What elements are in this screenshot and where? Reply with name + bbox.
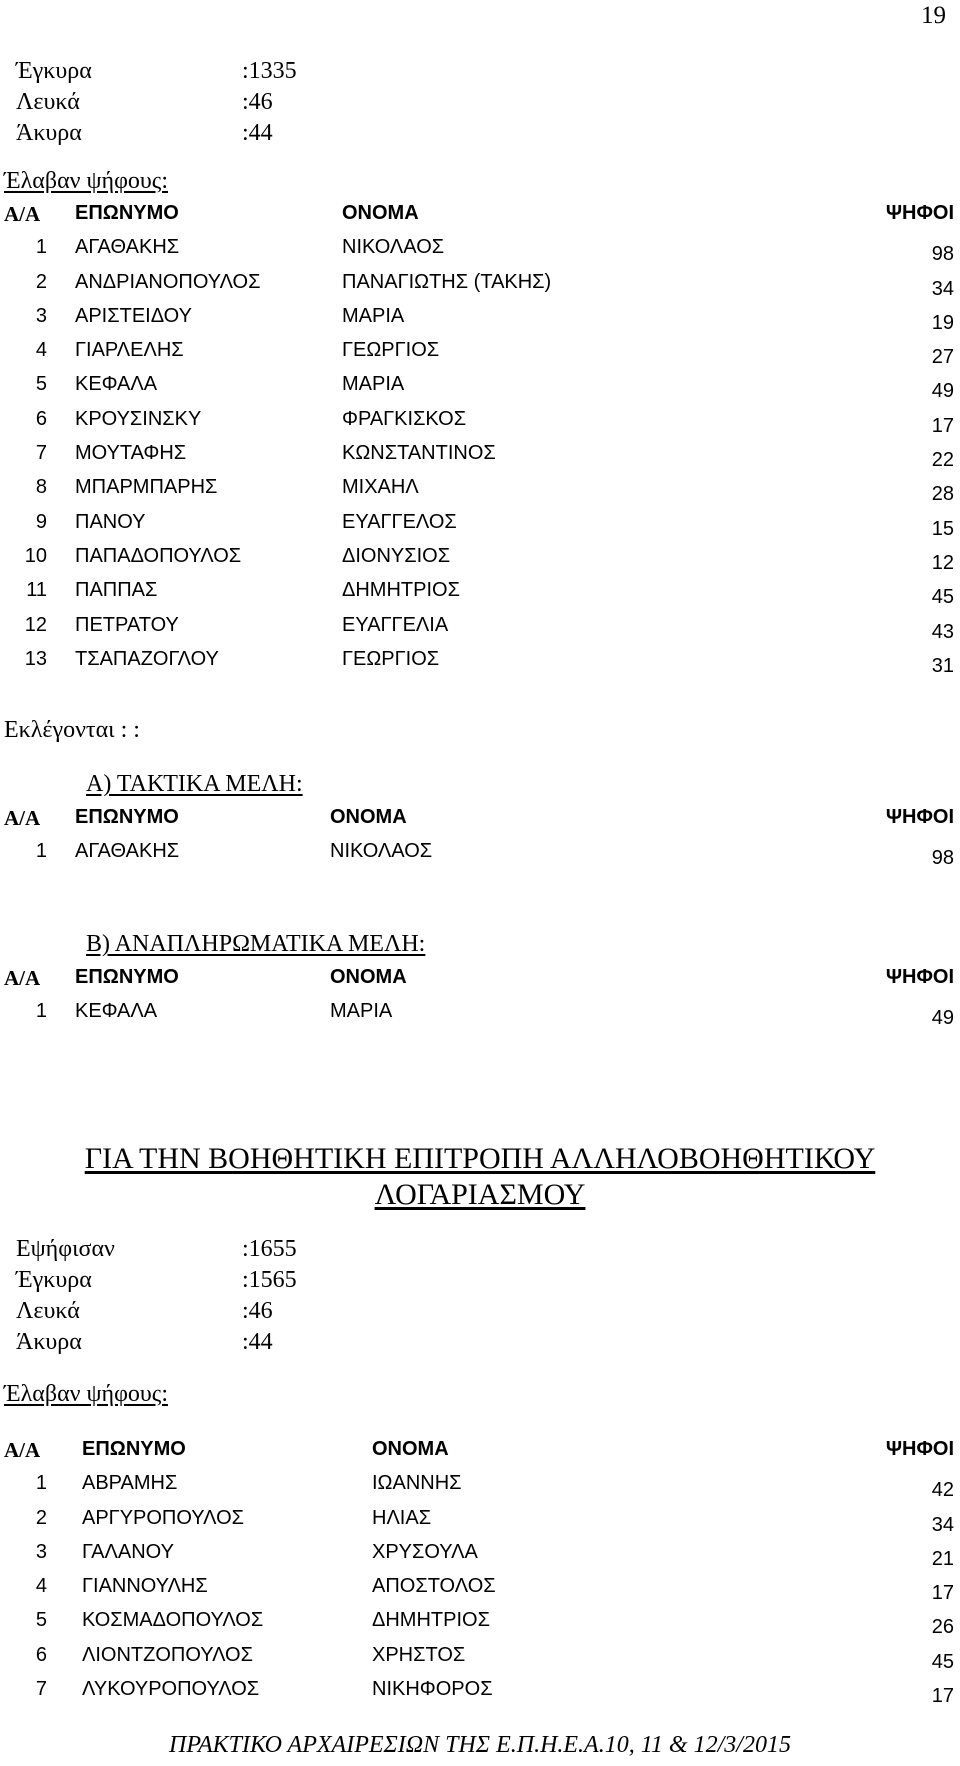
- regular-members-title: Α) ΤΑΚΤΙΚΑ ΜΕΛΗ:: [86, 771, 303, 797]
- table-row: [0, 236, 960, 270]
- header-votes: ΨΗΦΟΙ: [885, 202, 954, 224]
- cell-surname: ΛΥΚΟΥΡΟΠΟΥΛΟΣ: [82, 1678, 260, 1701]
- cell-aa: 5: [35, 1609, 47, 1632]
- header-aa: Α/Α: [4, 1438, 41, 1462]
- cell-name: ΔΗΜΗΤΡΙΟΣ: [372, 1609, 490, 1632]
- cell-surname: ΜΠΑΡΜΠΑΡΗΣ: [75, 476, 218, 499]
- cell-surname: ΤΣΑΠΑΖΟΓΛΟΥ: [75, 647, 219, 670]
- stat-value: :46: [242, 89, 273, 115]
- table-row: [0, 1609, 960, 1643]
- header-votes: ΨΗΦΟΙ: [885, 966, 954, 988]
- stat-label: Άκυρα: [16, 1329, 82, 1355]
- substitute-members-table: [0, 966, 960, 1035]
- table-row: [0, 373, 960, 407]
- table-row: [0, 339, 960, 373]
- cell-votes: 45: [931, 1650, 954, 1673]
- cell-votes: 28: [931, 483, 954, 506]
- cell-aa: 4: [35, 1575, 47, 1598]
- cell-votes: 31: [931, 654, 954, 677]
- candidate-rows: [0, 1472, 960, 1712]
- cell-name: ΓΕΩΡΓΙΟΣ: [342, 339, 440, 362]
- committee-heading-line1: ΓΙΑ ΤΗΝ ΒΟΗΘΗΤΙΚΗ ΕΠΙΤΡΟΠΗ ΑΛΛΗΛΟΒΟΗΘΗΤΙΚΟΥ: [84, 1142, 876, 1175]
- table-row: [0, 1472, 960, 1506]
- cell-votes: 34: [931, 1513, 954, 1536]
- header-surname: ΕΠΩΝΥΜΟ: [82, 1438, 186, 1460]
- election2-candidates-table: [0, 1438, 960, 1712]
- stat-row: [0, 89, 960, 120]
- stat-label: Άκυρα: [16, 120, 82, 146]
- cell-aa: 2: [35, 1506, 47, 1529]
- stat-row: [0, 120, 960, 151]
- cell-surname: ΚΕΦΑΛΑ: [75, 1000, 158, 1023]
- stat-row: [0, 58, 960, 89]
- substitute-members-title: Β) ΑΝΑΠΛΗΡΩΜΑΤΙΚΑ ΜΕΛΗ:: [86, 931, 426, 957]
- stat-row: [0, 1236, 960, 1267]
- cell-name: ΑΠΟΣΤΟΛΟΣ: [372, 1575, 496, 1598]
- stat-value: :44: [242, 1329, 273, 1355]
- table-row: [0, 442, 960, 476]
- stat-label: Λευκά: [16, 1298, 80, 1324]
- cell-votes: 21: [931, 1547, 954, 1570]
- cell-name: ΚΩΝΣΤΑΝΤΙΝΟΣ: [342, 442, 496, 465]
- table-header: [0, 966, 960, 1000]
- table-row: [0, 305, 960, 339]
- cell-surname: ΠΑΠΠΑΣ: [75, 579, 158, 602]
- cell-name: ΜΑΡΙΑ: [330, 1000, 393, 1023]
- table-row: [0, 545, 960, 579]
- cell-votes: 98: [931, 243, 954, 266]
- cell-surname: ΓΙΑΝΝΟΥΛΗΣ: [82, 1575, 208, 1598]
- cell-aa: 1: [35, 1000, 47, 1023]
- cell-aa: 7: [35, 442, 47, 465]
- cell-aa: 10: [24, 544, 47, 567]
- header-aa: Α/Α: [4, 966, 41, 990]
- elected-label: Εκλέγονται : :: [4, 717, 140, 743]
- cell-votes: 22: [931, 449, 954, 472]
- cell-name: ΕΥΑΓΓΕΛΙΑ: [342, 613, 449, 636]
- cell-name: ΙΩΑΝΝΗΣ: [372, 1472, 462, 1495]
- stat-value: :1655: [242, 1236, 297, 1262]
- table-row: [0, 579, 960, 613]
- table-row: [0, 1678, 960, 1712]
- table-row: [0, 614, 960, 648]
- table-header: [0, 202, 960, 236]
- candidate-rows: [0, 236, 960, 682]
- stat-row: [0, 1329, 960, 1360]
- cell-name: ΧΡΥΣΟΥΛΑ: [372, 1540, 478, 1563]
- cell-name: ΗΛΙΑΣ: [372, 1506, 432, 1529]
- table-row: [0, 1644, 960, 1678]
- stat-label: Έγκυρα: [16, 1267, 92, 1293]
- cell-votes: 42: [931, 1479, 954, 1502]
- table-row: [0, 408, 960, 442]
- table-row: [0, 1507, 960, 1541]
- table-row: [0, 271, 960, 305]
- cell-votes: 12: [931, 551, 954, 574]
- cell-votes: 49: [931, 380, 954, 403]
- cell-aa: 1: [35, 236, 47, 259]
- table-row: [0, 511, 960, 545]
- cell-aa: 9: [35, 510, 47, 533]
- cell-votes: 17: [931, 1685, 954, 1708]
- cell-aa: 6: [35, 407, 47, 430]
- stat-row: [0, 1267, 960, 1298]
- regular-members-table: [0, 806, 960, 875]
- election2-stats: [0, 1236, 960, 1360]
- stat-row: [0, 1298, 960, 1329]
- cell-votes: 49: [931, 1007, 954, 1030]
- cell-aa: 8: [35, 476, 47, 499]
- header-surname: ΕΠΩΝΥΜΟ: [75, 806, 179, 828]
- cell-votes: 17: [931, 1582, 954, 1605]
- cell-aa: 1: [35, 1472, 47, 1495]
- cell-votes: 43: [931, 620, 954, 643]
- stat-label: Λευκά: [16, 89, 80, 115]
- header-surname: ΕΠΩΝΥΜΟ: [75, 966, 179, 988]
- cell-aa: 3: [35, 1540, 47, 1563]
- cell-surname: ΛΙΟΝΤΖΟΠΟΥΛΟΣ: [82, 1643, 253, 1666]
- cell-aa: 7: [35, 1678, 47, 1701]
- cell-surname: ΚΕΦΑΛΑ: [75, 373, 158, 396]
- cell-name: ΜΑΡΙΑ: [342, 304, 405, 327]
- cell-votes: 26: [931, 1616, 954, 1639]
- cell-aa: 1: [35, 840, 47, 863]
- header-name: ΟΝΟΜΑ: [330, 806, 407, 828]
- cell-votes: 17: [931, 414, 954, 437]
- cell-surname: ΑΝΔΡΙΑΝΟΠΟΥΛΟΣ: [75, 270, 261, 293]
- cell-surname: ΓΑΛΑΝΟΥ: [82, 1540, 174, 1563]
- table-row: [0, 476, 960, 510]
- table-row: [0, 1000, 960, 1034]
- stat-value: :1565: [242, 1267, 297, 1293]
- cell-aa: 3: [35, 304, 47, 327]
- cell-aa: 12: [24, 613, 47, 636]
- stat-value: :1335: [242, 58, 297, 84]
- table-header: [0, 1438, 960, 1472]
- header-votes: ΨΗΦΟΙ: [885, 806, 954, 828]
- header-aa: Α/Α: [4, 202, 41, 226]
- cell-surname: ΑΓΑΘΑΚΗΣ: [75, 236, 180, 259]
- page-number: 19: [921, 2, 946, 29]
- received-votes-label: Έλαβαν ψήφους:: [4, 168, 168, 194]
- cell-name: ΝΙΚΟΛΑΟΣ: [330, 840, 433, 863]
- cell-surname: ΑΒΡΑΜΗΣ: [82, 1472, 178, 1495]
- header-surname: ΕΠΩΝΥΜΟ: [75, 202, 179, 224]
- cell-name: ΝΙΚΗΦΟΡΟΣ: [372, 1678, 493, 1701]
- stat-value: :46: [242, 1298, 273, 1324]
- cell-name: ΔΙΟΝΥΣΙΟΣ: [342, 544, 451, 567]
- cell-surname: ΠΑΠΑΔΟΠΟΥΛΟΣ: [75, 544, 242, 567]
- received-votes-label-2: Έλαβαν ψήφους:: [4, 1381, 168, 1407]
- committee-heading: [0, 1141, 960, 1213]
- cell-aa: 5: [35, 373, 47, 396]
- cell-surname: ΑΡΙΣΤΕΙΔΟΥ: [75, 304, 192, 327]
- cell-aa: 6: [35, 1643, 47, 1666]
- cell-name: ΓΕΩΡΓΙΟΣ: [342, 647, 440, 670]
- table-row: [0, 1541, 960, 1575]
- table-row: [0, 840, 960, 874]
- cell-surname: ΠΕΤΡΑΤΟΥ: [75, 613, 179, 636]
- election1-candidates-table: [0, 202, 960, 682]
- cell-votes: 15: [931, 517, 954, 540]
- table-row: [0, 1575, 960, 1609]
- table-row: [0, 648, 960, 682]
- cell-name: ΜΙΧΑΗΛ: [342, 476, 419, 499]
- cell-surname: ΚΟΣΜΑΔΟΠΟΥΛΟΣ: [82, 1609, 264, 1632]
- document-footer: ΠΡΑΚΤΙΚΟ ΑΡΧΑΙΡΕΣΙΩΝ ΤΗΣ Ε.Π.Η.Ε.Α.10, 11 & 12/3/2015: [169, 1732, 791, 1758]
- election1-stats: [0, 58, 960, 151]
- cell-votes: 45: [931, 586, 954, 609]
- table-header: [0, 806, 960, 840]
- cell-surname: ΑΓΑΘΑΚΗΣ: [75, 840, 180, 863]
- cell-aa: 11: [26, 579, 47, 602]
- cell-votes: 27: [931, 346, 954, 369]
- stat-label: Εψήφισαν: [16, 1236, 115, 1262]
- cell-surname: ΓΙΑΡΛΕΛΗΣ: [75, 339, 184, 362]
- cell-votes: 98: [931, 847, 954, 870]
- stat-label: Έγκυρα: [16, 58, 92, 84]
- header-aa: Α/Α: [4, 806, 41, 830]
- stat-value: :44: [242, 120, 273, 146]
- cell-name: ΦΡΑΓΚΙΣΚΟΣ: [342, 407, 467, 430]
- cell-votes: 34: [931, 277, 954, 300]
- header-votes: ΨΗΦΟΙ: [885, 1438, 954, 1460]
- cell-name: ΔΗΜΗΤΡΙΟΣ: [342, 579, 460, 602]
- header-name: ΟΝΟΜΑ: [372, 1438, 449, 1460]
- cell-aa: 4: [35, 339, 47, 362]
- cell-name: ΝΙΚΟΛΑΟΣ: [342, 236, 445, 259]
- cell-aa: 13: [24, 647, 47, 670]
- cell-surname: ΜΟΥΤΑΦΗΣ: [75, 442, 187, 465]
- cell-surname: ΠΑΝΟΥ: [75, 510, 146, 533]
- cell-surname: ΑΡΓΥΡΟΠΟΥΛΟΣ: [82, 1506, 245, 1529]
- cell-name: ΜΑΡΙΑ: [342, 373, 405, 396]
- cell-surname: ΚΡΟΥΣΙΝΣΚΥ: [75, 407, 202, 430]
- header-name: ΟΝΟΜΑ: [342, 202, 419, 224]
- cell-name: ΧΡΗΣΤΟΣ: [372, 1643, 466, 1666]
- cell-name: ΠΑΝΑΓΙΩΤΗΣ (ΤΑΚΗΣ): [342, 270, 552, 293]
- cell-aa: 2: [35, 270, 47, 293]
- header-name: ΟΝΟΜΑ: [330, 966, 407, 988]
- cell-name: ΕΥΑΓΓΕΛΟΣ: [342, 510, 457, 533]
- committee-heading-line2: ΛΟΓΑΡΙΑΣΜΟΥ: [374, 1178, 586, 1211]
- cell-votes: 19: [931, 311, 954, 334]
